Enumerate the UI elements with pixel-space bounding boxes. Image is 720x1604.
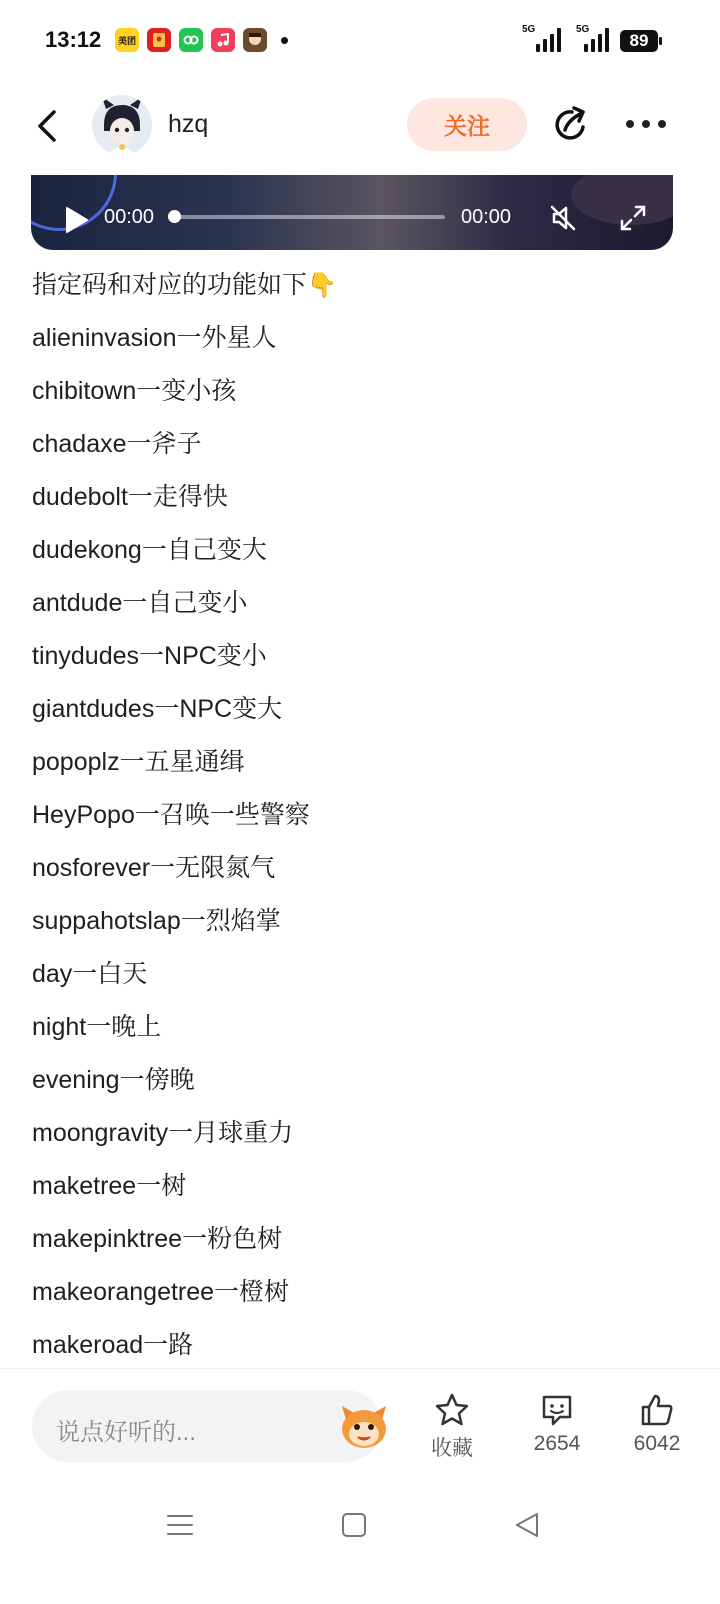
video-player[interactable]: [31, 175, 673, 250]
more-options-icon[interactable]: [626, 112, 672, 136]
code-line: dudebolt一走得快: [32, 483, 228, 511]
back-arrow-icon[interactable]: [30, 108, 66, 144]
avatar[interactable]: [92, 95, 152, 155]
home-icon[interactable]: [334, 1510, 374, 1540]
thumbs-up-icon: [639, 1392, 675, 1428]
music-icon: [211, 28, 235, 52]
code-line: HeyPopo一召唤一些警察: [32, 801, 310, 829]
favorite-label: 收藏: [431, 1437, 473, 1460]
status-time: 13:12: [45, 27, 102, 52]
code-line: evening一傍晚: [32, 1066, 195, 1094]
signal-icon-2: [576, 26, 609, 52]
code-line: day一白天: [32, 960, 148, 988]
author-name[interactable]: hzq: [168, 110, 209, 138]
red-packet-icon: [147, 28, 171, 52]
like-button[interactable]: [617, 1392, 697, 1456]
share-icon[interactable]: [550, 104, 592, 146]
code-line: alieninvasion一外星人: [32, 324, 277, 352]
menu-icon[interactable]: [160, 1510, 200, 1540]
meituan-icon-label: 美团: [117, 35, 136, 46]
battery-icon: 89: [620, 30, 658, 52]
intro-text: 指定码和对应的功能如下: [32, 271, 308, 299]
wechat-mini-icon: [179, 28, 203, 52]
code-line: makepinktree一粉色树: [32, 1225, 283, 1253]
back-triangle-icon[interactable]: [507, 1510, 547, 1540]
system-nav-bar: [0, 1490, 720, 1604]
code-line: night一晚上: [32, 1013, 162, 1041]
status-bar: [0, 0, 720, 80]
game-icon: [243, 28, 267, 52]
signal-2-label: 5G: [576, 24, 590, 35]
comment-bubble-icon: [539, 1392, 575, 1428]
code-line: makeorangetree一橙树: [32, 1278, 290, 1306]
post-intro: [32, 262, 692, 315]
post-header: [0, 90, 720, 170]
play-icon[interactable]: [61, 205, 91, 235]
video-progress-knob[interactable]: [168, 210, 181, 223]
fullscreen-icon[interactable]: [618, 203, 648, 233]
post-content: [32, 262, 692, 1375]
star-icon: [434, 1392, 470, 1428]
video-progress-track[interactable]: [173, 215, 445, 219]
code-line: makeroad一路: [32, 1331, 194, 1359]
notification-icons: [115, 28, 288, 52]
code-line: chibitown一变小孩: [32, 377, 237, 405]
mute-icon[interactable]: [548, 203, 578, 233]
pointing-down-emoji-icon: 👇: [307, 272, 337, 299]
code-line: nosforever一无限氮气: [32, 854, 276, 882]
code-line: moongravity一月球重力: [32, 1119, 294, 1147]
signal-1-label: 5G: [522, 24, 536, 35]
mascot-emoji-icon[interactable]: [338, 1402, 390, 1450]
code-line: maketree一树: [32, 1172, 187, 1200]
more-notifications-dot: [281, 37, 288, 44]
comment-count: 2654: [533, 1432, 581, 1455]
like-count: 6042: [633, 1432, 681, 1455]
comment-placeholder: 说点好听的...: [56, 1419, 197, 1446]
signal-icon-1: [522, 26, 561, 52]
favorite-button[interactable]: [412, 1392, 492, 1462]
bottom-divider: [0, 1368, 720, 1369]
video-current-time: 00:00: [104, 206, 155, 228]
follow-button[interactable]: 关注: [407, 98, 527, 151]
comment-button[interactable]: [517, 1392, 597, 1456]
code-line: chadaxe一斧子: [32, 430, 202, 458]
code-line: antdude一自己变小: [32, 589, 248, 617]
video-duration: 00:00: [461, 206, 512, 228]
code-line: suppahotslap一烈焰掌: [32, 907, 281, 935]
meituan-icon: [115, 28, 139, 52]
code-line: dudekong一自己变大: [32, 536, 267, 564]
code-line: giantdudes一NPC变大: [32, 695, 283, 723]
code-line: tinydudes一NPC变小: [32, 642, 267, 670]
comment-input[interactable]: [32, 1390, 382, 1462]
code-line: popoplz一五星通缉: [32, 748, 245, 776]
